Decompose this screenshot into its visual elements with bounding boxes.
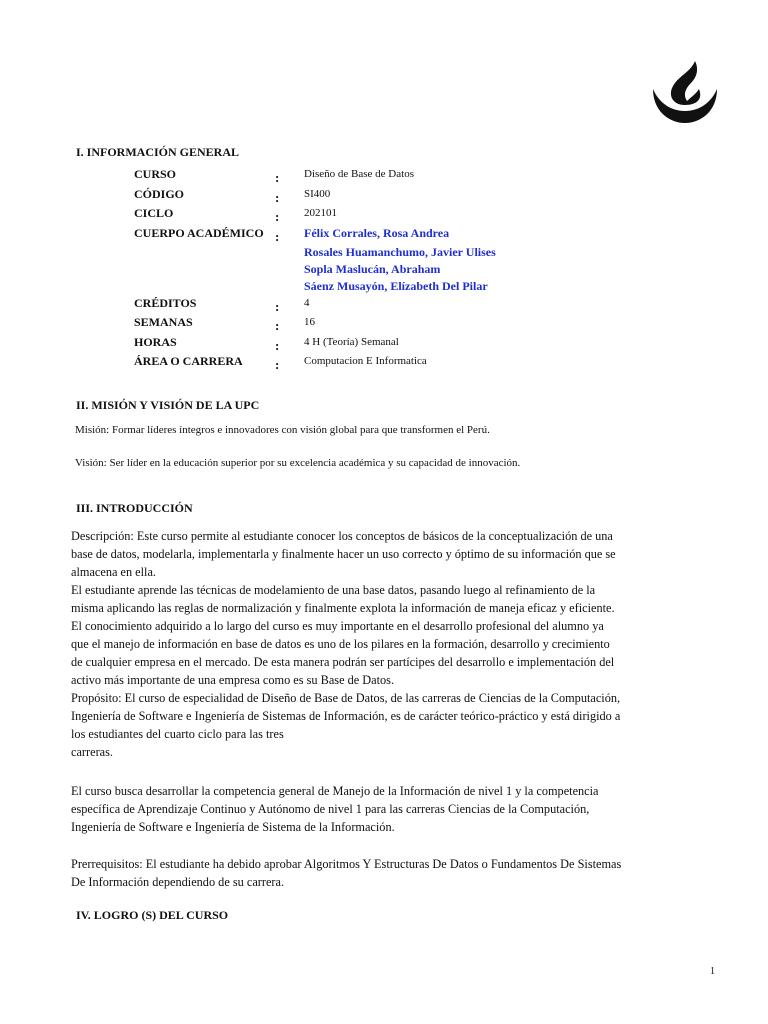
paragraph-line: Descripción: Este curso permite al estudiante conocer los conceptos de básicos de la conceptualización de una: [71, 529, 613, 543]
faculty-member: Sopla Maslucán, Abraham: [304, 262, 441, 276]
vision-text: Visión: Ser líder en la educación superior por su excelencia académica y su capacidad de innovación.: [75, 457, 521, 469]
info-row-credits: [134, 296, 654, 314]
page-number: 1: [710, 966, 715, 977]
info-label: CÓDIGO: [134, 187, 185, 201]
intro-competence-paragraph: [71, 782, 711, 836]
upc-flame-logo-icon: [651, 59, 719, 123]
paragraph-line: Prerrequisitos: El estudiante ha debido aprobar Algoritmos Y Estructuras De Datos o Fundamentos De Sistemas: [71, 857, 622, 871]
paragraph-line: base de datos, modelarla, implementarla y finalmente hacer un uso correcto y óptimo de su información que se: [71, 547, 616, 561]
section-title-general: I. INFORMACIÓN GENERAL: [76, 145, 240, 159]
paragraph-line: Ingeniería de Software e Ingeniería de Sistemas de Información, es de carácter teórico-práctico y está dirigido a: [71, 709, 621, 723]
info-value: Diseño de Base de Datos: [304, 168, 414, 180]
intro-description-paragraph: [71, 527, 711, 761]
info-row-area: [134, 354, 654, 372]
info-row-weeks: [134, 315, 654, 333]
paragraph-line: activo más importante de una empresa como es su Base de Datos.: [71, 673, 395, 687]
paragraph-line: El estudiante aprende las técnicas de modelamiento de una base datos, pasando luego al refinamiento de la: [71, 583, 596, 597]
info-value: 202101: [304, 207, 337, 219]
info-value: 16: [304, 316, 315, 328]
paragraph-line: carreras.: [71, 745, 113, 759]
info-label: ÁREA O CARRERA: [134, 354, 243, 368]
paragraph-line: que el manejo de información en base de datos es uno de los pilares en la formación, desarrollo y crecimiento: [71, 637, 610, 651]
paragraph-line: Ingeniería de Software e Ingeniería de Sistema de la Información.: [71, 820, 395, 834]
paragraph-line: misma aplicando las reglas de normalización y finalmente explota la información de maneja eficaz y eficiente.: [71, 601, 615, 615]
faculty-member: Félix Corrales, Rosa Andrea: [304, 226, 450, 240]
info-label: CURSO: [134, 167, 177, 181]
paragraph-line: Propósito: El curso de especialidad de Diseño de Base de Datos, de las carreras de Ciencias de la Computación,: [71, 691, 621, 705]
faculty-member: Sáenz Musayón, Elízabeth Del Pilar: [304, 279, 488, 293]
info-colon: :: [275, 299, 280, 314]
section-title-achievements: IV. LOGRO (S) DEL CURSO: [76, 908, 229, 922]
paragraph-line: El conocimiento adquirido a lo largo del curso es muy importante en el desarrollo profesional del alumno ya: [71, 619, 604, 633]
paragraph-line: El curso busca desarrollar la competencia general de Manejo de la Información de nivel 1 y la competencia: [71, 784, 599, 798]
info-label: HORAS: [134, 335, 177, 349]
info-colon: :: [275, 229, 280, 244]
info-label: CRÉDITOS: [134, 296, 197, 310]
paragraph-line: los estudiantes del cuarto ciclo para las tres: [71, 727, 284, 741]
info-row-cycle: [134, 206, 654, 224]
info-colon: :: [275, 170, 280, 185]
faculty-member: Rosales Huamanchumo, Javier Ulises: [304, 245, 496, 259]
info-label: CUERPO ACADÉMICO: [134, 226, 264, 240]
info-colon: :: [275, 357, 280, 372]
mission-text: Misión: Formar líderes íntegros e innovadores con visión global para que transformen el Perú.: [75, 424, 490, 436]
paragraph-line: De Información dependiendo de su carrera.: [71, 875, 285, 889]
section-title-mission-vision: II. MISIÓN Y VISIÓN DE LA UPC: [76, 398, 260, 412]
info-colon: :: [275, 209, 280, 224]
info-row-hours: [134, 335, 654, 353]
info-colon: :: [275, 338, 280, 353]
info-row-course: [134, 167, 654, 185]
info-row-code: [134, 187, 654, 205]
info-value: Computacion E Informatica: [304, 355, 427, 367]
info-colon: :: [275, 318, 280, 333]
section-title-intro: III. INTRODUCCIÓN: [76, 501, 193, 515]
intro-prerequisites-paragraph: [71, 855, 711, 891]
info-value: 4: [304, 297, 310, 309]
paragraph-line: de cualquier empresa en el mercado. De esta manera podrán ser partícipes del desarrollo e implementación del: [71, 655, 615, 669]
info-value: 4 H (Teoría) Semanal: [304, 336, 399, 348]
info-colon: :: [275, 190, 280, 205]
paragraph-line: específica de Aprendizaje Continuo y Autónomo de nivel 1 para las carreras Ciencias de la Computación,: [71, 802, 590, 816]
info-label: SEMANAS: [134, 315, 193, 329]
paragraph-line: almacena en ella.: [71, 565, 156, 579]
info-value: SI400: [304, 188, 331, 200]
info-label: CICLO: [134, 206, 174, 220]
